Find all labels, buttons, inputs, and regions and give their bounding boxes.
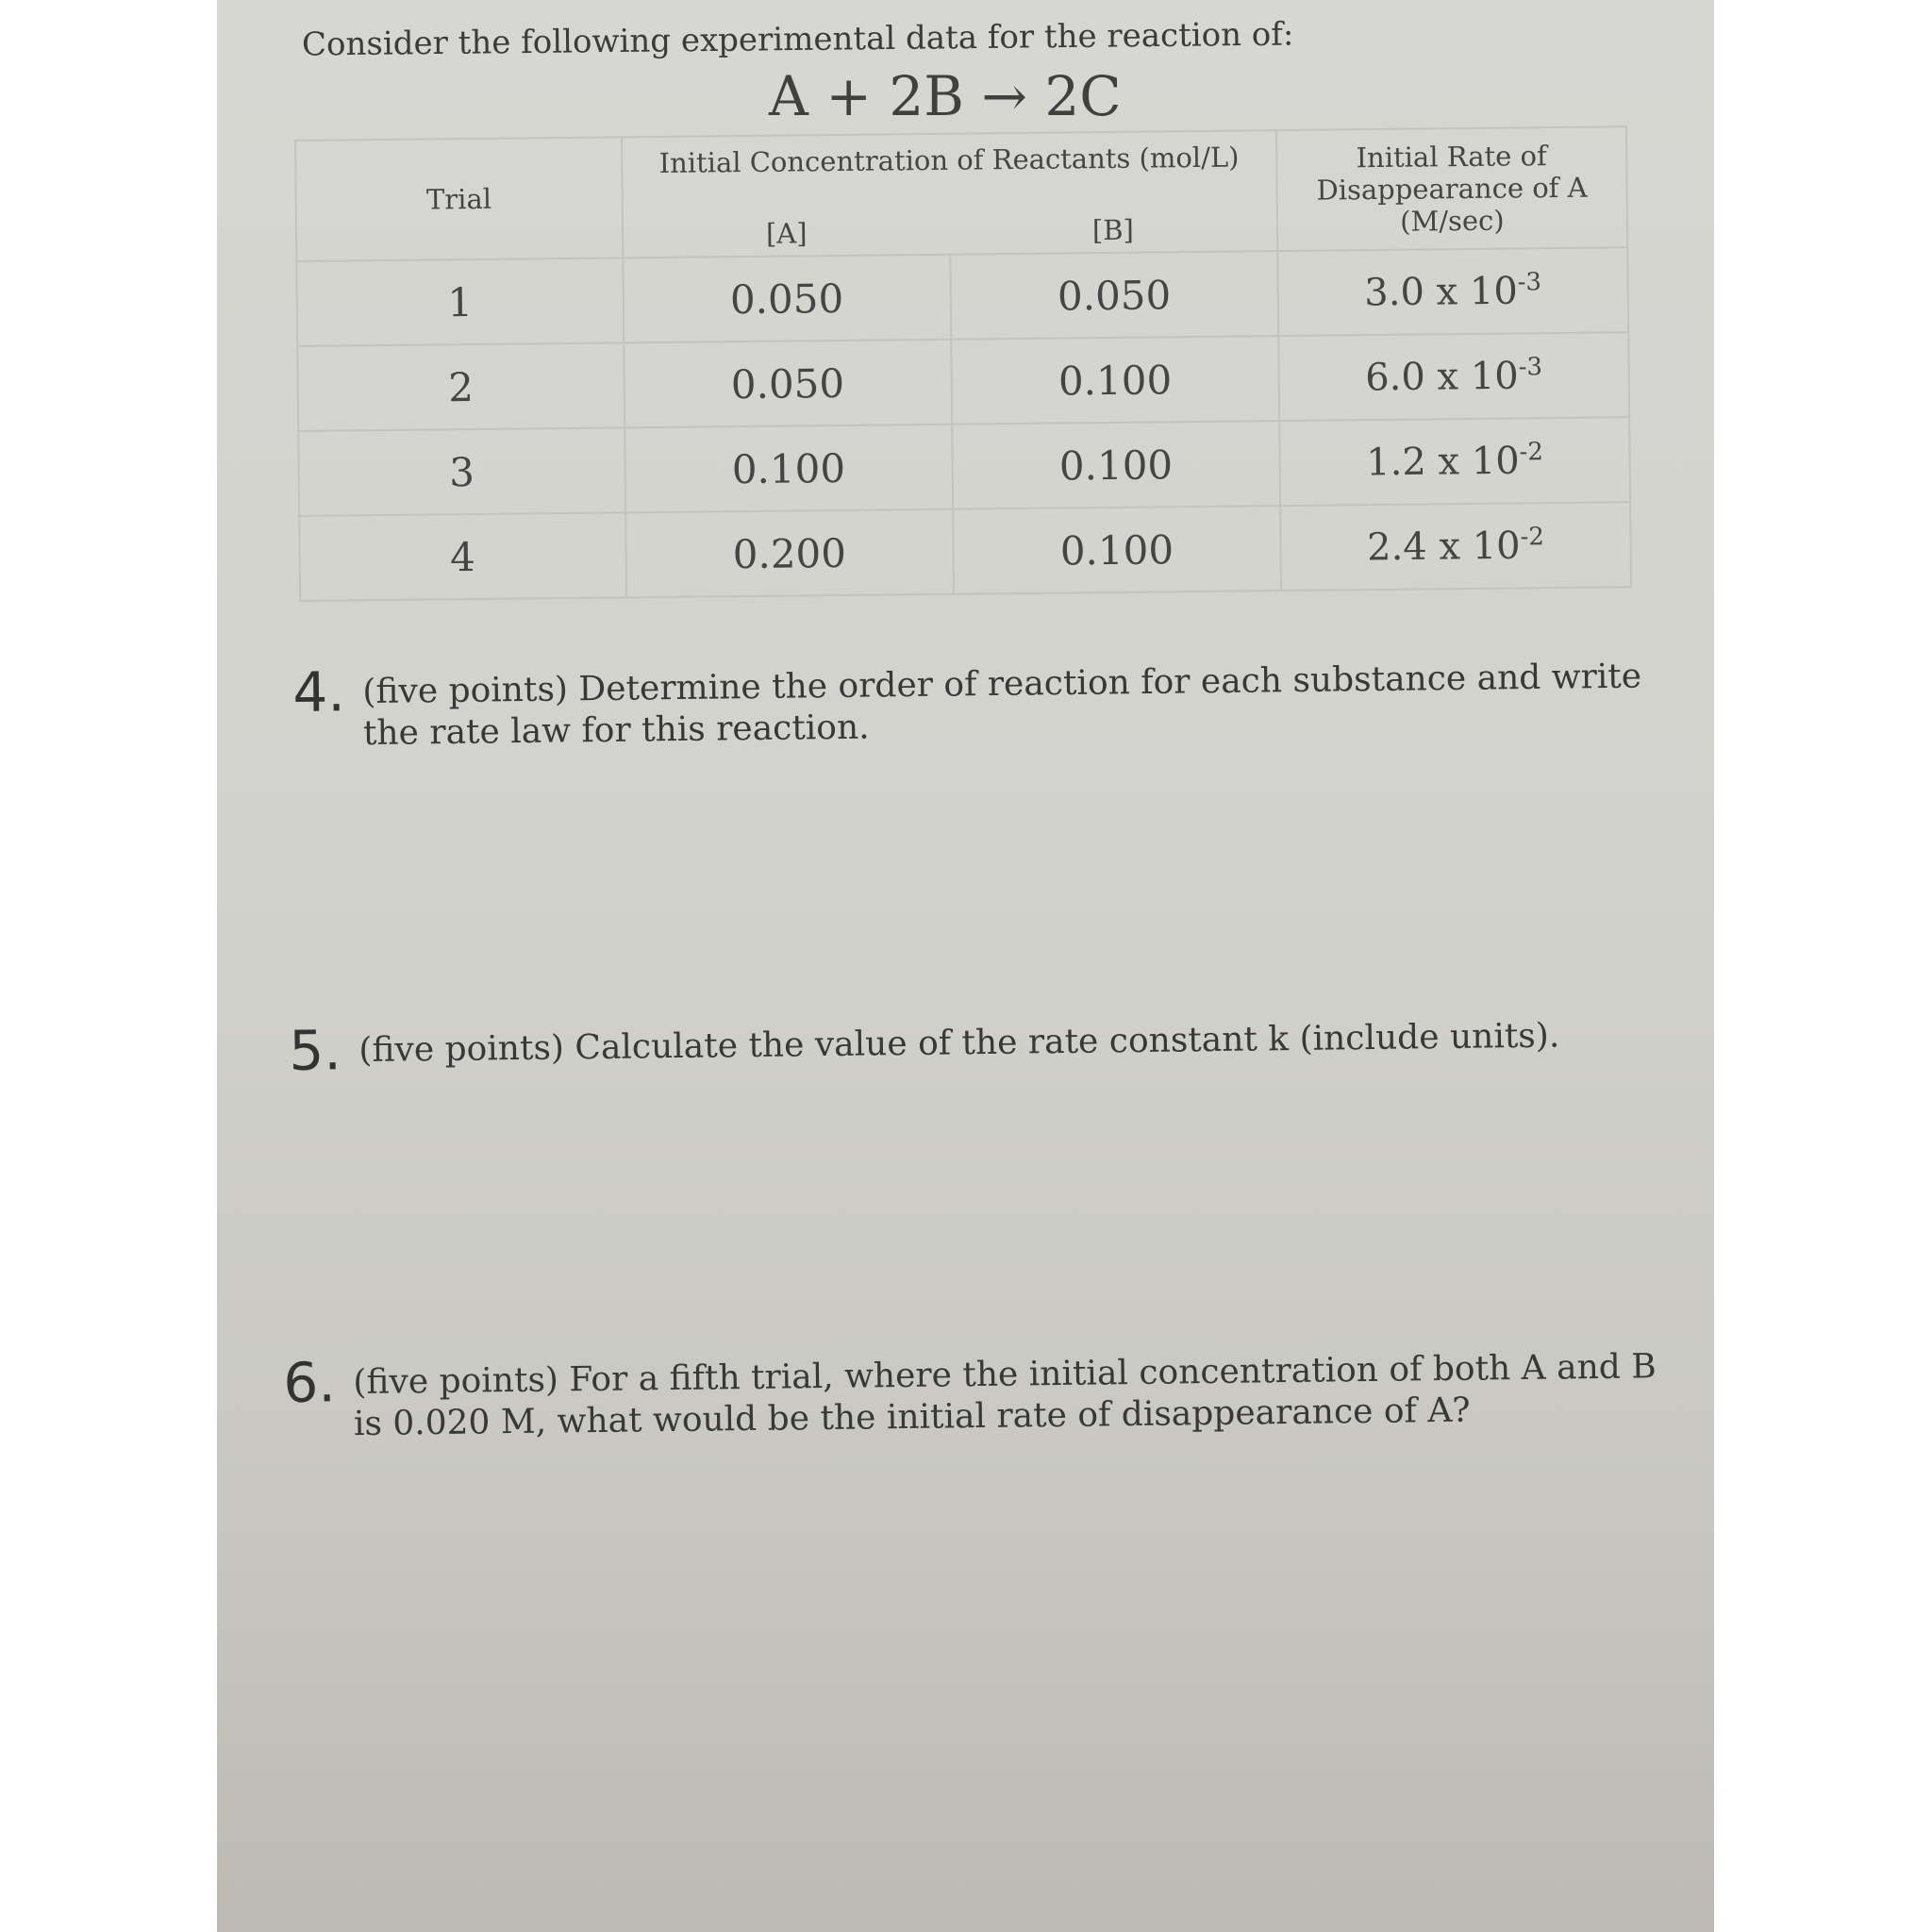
question-6 (283, 1334, 1698, 1444)
a-cell: 0.200 (625, 509, 954, 598)
rate-cell: 1.2 x $10^{-2}$ (1279, 417, 1630, 506)
rate-header-line3: (M/sec) (1400, 204, 1505, 238)
a-cell: 0.050 (624, 340, 952, 428)
trial-cell: 2 (297, 342, 625, 431)
worksheet-page (217, 0, 1714, 1932)
data-table-wrapper (294, 125, 1632, 602)
question-6-line2: is 0.020 M, what would be the initial rate of disappearance of A? (353, 1391, 1471, 1444)
table-row (298, 417, 1630, 516)
table-row (299, 502, 1631, 601)
data-table (294, 125, 1632, 602)
question-5 (289, 1003, 1628, 1083)
trial-header: Trial (295, 137, 623, 261)
a-cell: 0.100 (625, 425, 953, 513)
question-4 (292, 644, 1642, 754)
question-5-line1: (five points) Calculate the value of the rate constant k (include units). (358, 1016, 1560, 1071)
question-6-line1: (five points) For a fifth trial, where the initial concentration of both A and B (353, 1347, 1657, 1403)
question-6-number: 6. (283, 1350, 337, 1415)
rate-header (1276, 126, 1627, 251)
reaction-equation: A + 2B → 2C (769, 64, 1122, 128)
question-4-line2: the rate law for this reaction. (362, 708, 870, 754)
concentration-title: Initial Concentration of Reactants (mol/L) (658, 141, 1240, 179)
b-cell: 0.100 (951, 336, 1279, 425)
b-cell: 0.050 (950, 251, 1278, 340)
concentration-header (622, 130, 1277, 258)
trial-cell: 4 (299, 512, 626, 601)
trial-cell: 1 (296, 258, 624, 346)
rate-cell: 3.0 x $10^{-3}$ (1277, 247, 1628, 336)
trial-cell: 3 (298, 427, 625, 516)
table-row (297, 332, 1629, 431)
rate-cell: 6.0 x $10^{-3}$ (1278, 332, 1629, 421)
rate-header-line1: Initial Rate of (1356, 140, 1547, 175)
rate-header-line2: Disappearance of A (1316, 171, 1588, 207)
question-5-number: 5. (289, 1018, 342, 1083)
rate-exponent: -3 (1518, 353, 1543, 382)
rate-cell: 2.4 x $10^{-2}$ (1280, 502, 1631, 591)
question-4-number: 4. (292, 659, 346, 724)
b-header: [B] (1091, 213, 1135, 247)
intro-text: Consider the following experimental data for the reaction of: (301, 15, 1294, 64)
a-header: [A] (765, 217, 808, 250)
b-cell: 0.100 (952, 421, 1280, 509)
rate-exponent: -2 (1519, 438, 1544, 467)
question-4-line1: (five points) Determine the order of reaction for each substance and write (362, 657, 1642, 712)
rate-exponent: -2 (1520, 523, 1544, 552)
b-cell: 0.100 (953, 506, 1281, 594)
rate-exponent: -3 (1517, 268, 1542, 297)
table-row (296, 247, 1628, 346)
a-cell: 0.050 (623, 255, 951, 343)
